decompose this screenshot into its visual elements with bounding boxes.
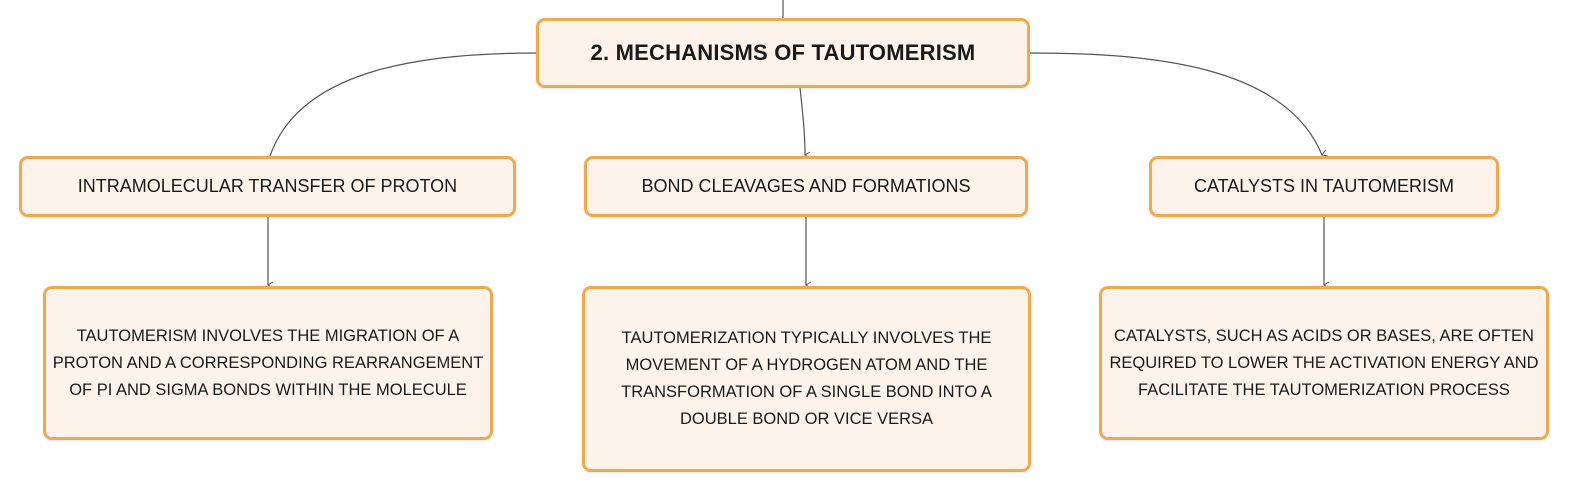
branch-node-bond-cleavages[interactable] [584,156,1028,217]
detail-node-text: TAUTOMERIZATION TYPICALLY INVOLVES THE MOVEMENT OF A HYDROGEN ATOM AND THE TRANSFORMATION OF A SINGLE BOND INTO A DOUBLE BOND OR VICE VERSA [621,329,992,428]
connector-root-to-branch-1 [270,53,536,156]
detail-node-text: CATALYSTS, SUCH AS ACIDS OR BASES, ARE OFTEN REQUIRED TO LOWER THE ACTIVATION ENERGY AND FACILITATE THE TAUTOMERIZATION PROCESS [1109,326,1539,399]
branch-node-label: INTRAMOLECULAR TRANSFER OF PROTON [77,176,458,196]
root-node[interactable] [536,18,1030,88]
detail-node-text: TAUTOMERISM INVOLVES THE MIGRATION OF A PROTON AND A CORRESPONDING REARRANGEMENT OF PI AND SIGMA BONDS WITHIN THE MOLECULE [52,326,484,399]
branch-node-catalysts[interactable] [1149,156,1499,217]
detail-node-catalysts[interactable] [1099,286,1549,440]
branch-node-label: BOND CLEAVAGES AND FORMATIONS [641,176,971,196]
detail-node-proton-transfer[interactable] [43,286,493,440]
branch-node-proton-transfer[interactable] [19,156,516,217]
detail-node-bond-cleavages[interactable] [582,286,1031,472]
branch-node-label: CATALYSTS IN TAUTOMERISM [1193,176,1455,196]
root-node-label: 2. MECHANISMS OF TAUTOMERISM [590,40,976,65]
connector-root-to-branch-2 [800,88,805,155]
connector-root-to-branch-3 [1030,53,1322,155]
